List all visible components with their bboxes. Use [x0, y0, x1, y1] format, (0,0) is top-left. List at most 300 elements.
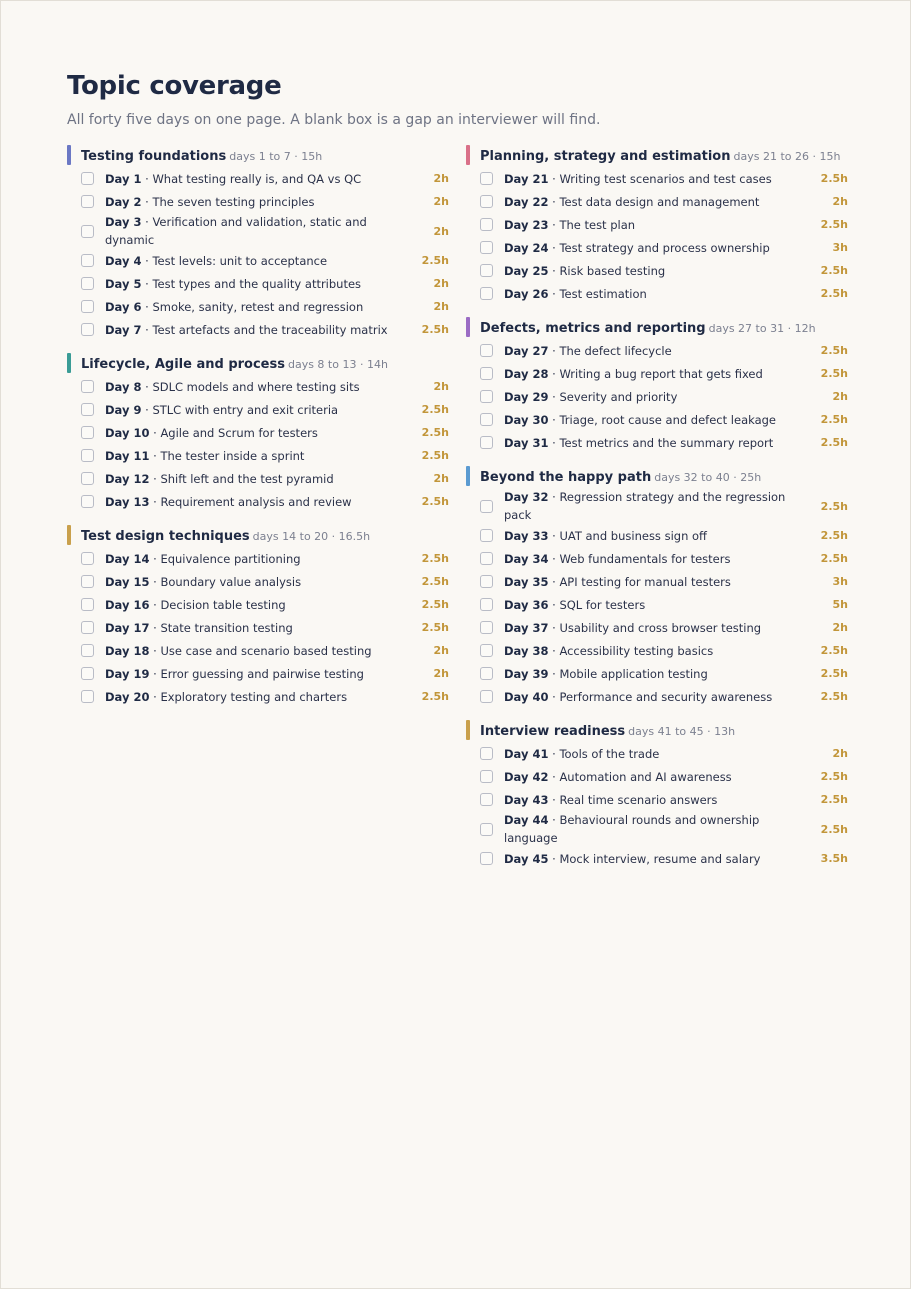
topic-separator: · [548, 240, 560, 255]
topic-title: SDLC models and where testing sits [152, 379, 360, 394]
topic-row [466, 385, 848, 408]
topic-text [504, 642, 814, 660]
section-meta: days 27 to 31 · 12h [708, 322, 816, 335]
topic-text [105, 275, 415, 293]
topic-row [466, 431, 848, 454]
topic-checkbox[interactable] [480, 529, 493, 542]
section-title: Lifecycle, Agile and process [81, 357, 285, 372]
section-meta: days 21 to 26 · 15h [733, 150, 841, 163]
topic-hours: 2h [832, 747, 848, 760]
topic-checkbox[interactable] [81, 449, 94, 462]
section-accent-bar [466, 466, 470, 486]
topic-checkbox[interactable] [81, 323, 94, 336]
topic-separator: · [548, 389, 560, 404]
topic-checkbox[interactable] [81, 598, 94, 611]
topic-hours: 2.5h [820, 690, 848, 703]
topic-row [466, 570, 848, 593]
section-meta: days 14 to 20 · 16.5h [252, 530, 371, 543]
topic-row [67, 467, 449, 490]
topic-title: Real time scenario answers [559, 792, 718, 807]
topic-checkbox[interactable] [480, 823, 493, 836]
topic-day: Day 33 [504, 528, 549, 543]
topic-text [504, 550, 814, 568]
topic-checkbox[interactable] [480, 667, 493, 680]
topic-row [466, 547, 848, 570]
topic-title: UAT and business sign off [559, 528, 707, 543]
topic-day: Day 17 [105, 620, 150, 635]
topic-hours: 2.5h [820, 367, 848, 380]
topic-row [466, 593, 848, 616]
topic-title: Test types and the quality attributes [152, 276, 362, 291]
topic-title: Regression strategy and the regression pack [504, 490, 786, 522]
topic-hours: 2h [433, 472, 449, 485]
topic-day: Day 31 [504, 435, 549, 450]
topic-checkbox[interactable] [81, 300, 94, 313]
topic-title: Writing test scenarios and test cases [559, 171, 772, 186]
topic-day: Day 32 [504, 490, 549, 504]
topic-hours: 2h [433, 644, 449, 657]
topic-day: Day 41 [504, 746, 549, 761]
topic-separator: · [548, 528, 560, 543]
section [466, 316, 848, 454]
section-accent-bar [466, 720, 470, 740]
section [67, 352, 449, 513]
topic-row [466, 811, 848, 847]
topic-text [504, 488, 814, 524]
topic-title: Decision table testing [160, 597, 286, 612]
topic-hours: 2.5h [820, 822, 848, 836]
topic-separator: · [141, 215, 153, 229]
section-header [466, 144, 848, 166]
topic-separator: · [141, 299, 153, 314]
topic-hours: 2.5h [421, 552, 449, 565]
topic-title: What testing really is, and QA vs QC [152, 171, 362, 186]
section-title: Beyond the happy path [480, 470, 652, 485]
section-header [466, 719, 848, 741]
topic-text [504, 193, 814, 211]
topic-checkbox[interactable] [81, 690, 94, 703]
topic-separator: · [141, 402, 153, 417]
topic-row [466, 742, 848, 765]
topic-day: Day 15 [105, 574, 150, 589]
topic-checkbox[interactable] [81, 195, 94, 208]
topic-row [466, 213, 848, 236]
topic-day: Day 35 [504, 574, 549, 589]
topic-title: The tester inside a sprint [160, 448, 305, 463]
topic-title: Automation and AI awareness [559, 769, 732, 784]
topic-separator: · [548, 746, 560, 761]
topic-separator: · [141, 379, 153, 394]
topic-title: STLC with entry and exit criteria [152, 402, 339, 417]
topic-separator: · [548, 490, 560, 504]
topic-day: Day 40 [504, 689, 549, 704]
topic-row [466, 339, 848, 362]
topic-text [504, 688, 814, 706]
topic-text [105, 193, 415, 211]
topic-separator: · [149, 643, 161, 658]
topic-separator: · [149, 448, 161, 463]
topic-hours: 2.5h [421, 403, 449, 416]
topic-checkbox[interactable] [480, 500, 493, 513]
topic-separator: · [548, 435, 560, 450]
topic-separator: · [548, 366, 560, 381]
topic-checkbox[interactable] [81, 403, 94, 416]
topic-separator: · [149, 689, 161, 704]
topic-checkbox[interactable] [480, 436, 493, 449]
topic-text [504, 596, 814, 614]
topic-separator: · [548, 343, 560, 358]
topic-separator: · [141, 171, 153, 186]
topic-day: Day 30 [504, 412, 549, 427]
topic-row [67, 593, 449, 616]
section-accent-bar [466, 145, 470, 165]
topic-day: Day 28 [504, 366, 549, 381]
topic-title: Test estimation [559, 286, 647, 301]
topic-title: Test strategy and process ownership [559, 240, 770, 255]
topic-title: Smoke, sanity, retest and regression [152, 299, 364, 314]
topic-checkbox[interactable] [81, 472, 94, 485]
topic-checkbox[interactable] [480, 598, 493, 611]
topic-text [504, 170, 814, 188]
topic-separator: · [548, 217, 560, 232]
topic-title: Test artefacts and the traceability matrix [152, 322, 388, 337]
topic-checkbox[interactable] [480, 575, 493, 588]
topic-text [504, 285, 814, 303]
topic-separator: · [149, 551, 161, 566]
section [67, 524, 449, 708]
section-title: Interview readiness [480, 724, 626, 739]
topic-hours: 2h [433, 195, 449, 208]
topic-separator: · [548, 551, 560, 566]
topic-hours: 2.5h [421, 323, 449, 336]
topic-text [105, 596, 415, 614]
topic-separator: · [141, 276, 153, 291]
topic-day: Day 18 [105, 643, 150, 658]
topic-checkbox[interactable] [81, 225, 94, 238]
topic-separator: · [548, 574, 560, 589]
topic-row [466, 847, 848, 870]
topic-checkbox[interactable] [480, 552, 493, 565]
topic-hours: 2.5h [820, 436, 848, 449]
topic-row [67, 272, 449, 295]
topic-row [67, 398, 449, 421]
topic-row [67, 639, 449, 662]
topic-checkbox[interactable] [81, 621, 94, 634]
section [67, 144, 449, 341]
topic-row [466, 662, 848, 685]
topic-hours: 2.5h [421, 495, 449, 508]
topic-checkbox[interactable] [480, 287, 493, 300]
topic-title: Exploratory testing and charters [160, 689, 348, 704]
topic-checkbox[interactable] [480, 793, 493, 806]
topic-day: Day 16 [105, 597, 150, 612]
topic-title: Writing a bug report that gets fixed [559, 366, 763, 381]
topic-day: Day 12 [105, 471, 150, 486]
topic-day: Day 22 [504, 194, 549, 209]
topic-row [67, 295, 449, 318]
topic-row [466, 488, 848, 524]
topic-day: Day 39 [504, 666, 549, 681]
topic-day: Day 13 [105, 494, 150, 509]
topic-hours: 2.5h [820, 529, 848, 542]
topic-title: Equivalence partitioning [160, 551, 301, 566]
topic-day: Day 45 [504, 851, 549, 866]
topic-title: Test metrics and the summary report [559, 435, 774, 450]
topic-checkbox[interactable] [480, 264, 493, 277]
section-header [466, 316, 848, 338]
topic-separator: · [548, 643, 560, 658]
topic-title: Mobile application testing [559, 666, 708, 681]
topic-separator: · [149, 471, 161, 486]
topic-separator: · [548, 194, 560, 209]
topic-separator: · [141, 194, 153, 209]
topic-text [504, 216, 814, 234]
section-meta: days 1 to 7 · 15h [229, 150, 323, 163]
topic-hours: 2.5h [421, 449, 449, 462]
topic-checkbox[interactable] [81, 172, 94, 185]
topic-hours: 2.5h [820, 770, 848, 783]
topic-title: Accessibility testing basics [559, 643, 714, 658]
topic-day: Day 10 [105, 425, 150, 440]
topic-day: Day 29 [504, 389, 549, 404]
section-header [67, 352, 449, 374]
section-accent-bar [67, 525, 71, 545]
section [466, 465, 848, 708]
topic-separator: · [548, 666, 560, 681]
topic-text [105, 550, 415, 568]
topic-checkbox[interactable] [81, 552, 94, 565]
topic-hours: 2.5h [820, 644, 848, 657]
topic-day: Day 21 [504, 171, 549, 186]
topic-title: Risk based testing [559, 263, 666, 278]
topic-day: Day 38 [504, 643, 549, 658]
topic-day: Day 9 [105, 402, 142, 417]
topic-text [105, 213, 415, 249]
topic-day: Day 3 [105, 215, 142, 229]
topic-hours: 2h [433, 300, 449, 313]
topic-title: Severity and priority [559, 389, 678, 404]
topic-title: Use case and scenario based testing [160, 643, 372, 658]
section-accent-bar [466, 317, 470, 337]
topic-checkbox[interactable] [480, 218, 493, 231]
topic-day: Day 8 [105, 379, 142, 394]
topic-day: Day 26 [504, 286, 549, 301]
topic-separator: · [548, 769, 560, 784]
topic-title: API testing for manual testers [559, 574, 731, 589]
section-accent-bar [67, 353, 71, 373]
topic-day: Day 4 [105, 253, 142, 268]
topic-separator: · [548, 263, 560, 278]
topic-day: Day 25 [504, 263, 549, 278]
topic-text [504, 434, 814, 452]
topic-checkbox[interactable] [480, 344, 493, 357]
topic-title: Agile and Scrum for testers [160, 425, 318, 440]
topic-row [67, 167, 449, 190]
topic-hours: 2.5h [820, 499, 848, 513]
topic-text [105, 401, 415, 419]
topic-text [105, 619, 415, 637]
topic-checkbox[interactable] [480, 241, 493, 254]
topic-text [504, 811, 814, 847]
topic-checkbox[interactable] [480, 747, 493, 760]
topic-text [105, 170, 415, 188]
topic-row [67, 375, 449, 398]
topic-text [105, 665, 415, 683]
topic-hours: 2.5h [820, 264, 848, 277]
topic-day: Day 27 [504, 343, 549, 358]
topic-text [105, 378, 415, 396]
topic-day: Day 11 [105, 448, 150, 463]
topic-hours: 2h [832, 195, 848, 208]
topic-text [105, 493, 415, 511]
topic-hours: 3h [832, 241, 848, 254]
topic-separator: · [548, 620, 560, 635]
section [466, 719, 848, 870]
topic-hours: 2.5h [820, 287, 848, 300]
topic-separator: · [548, 689, 560, 704]
topic-row [466, 259, 848, 282]
topic-title: Mock interview, resume and salary [559, 851, 761, 866]
topic-row [466, 362, 848, 385]
topic-title: Usability and cross browser testing [559, 620, 762, 635]
topic-title: Triage, root cause and defect leakage [559, 412, 776, 427]
topic-row [466, 408, 848, 431]
topic-checkbox[interactable] [480, 367, 493, 380]
topic-hours: 2.5h [421, 598, 449, 611]
topic-row [67, 685, 449, 708]
topic-checkbox[interactable] [480, 172, 493, 185]
topic-row [466, 190, 848, 213]
section-title: Planning, strategy and estimation [480, 149, 731, 164]
topic-day: Day 7 [105, 322, 142, 337]
section-meta: days 8 to 13 · 14h [287, 358, 388, 371]
topic-text [504, 388, 814, 406]
topic-hours: 2.5h [421, 621, 449, 634]
topic-checkbox[interactable] [81, 667, 94, 680]
topic-text [105, 298, 415, 316]
topic-day: Day 37 [504, 620, 549, 635]
topic-day: Day 43 [504, 792, 549, 807]
topic-text [105, 447, 415, 465]
topic-hours: 2h [433, 224, 449, 238]
topic-row [67, 190, 449, 213]
section-accent-bar [67, 145, 71, 165]
topic-title: The defect lifecycle [559, 343, 672, 358]
section-meta: days 32 to 40 · 25h [654, 471, 762, 484]
topic-checkbox[interactable] [81, 575, 94, 588]
topic-checkbox[interactable] [81, 277, 94, 290]
topic-row [67, 444, 449, 467]
section-title: Testing foundations [81, 149, 227, 164]
section-header [67, 144, 449, 166]
topic-row [67, 249, 449, 272]
topic-separator: · [548, 792, 560, 807]
topic-title: Web fundamentals for testers [559, 551, 731, 566]
topic-separator: · [548, 171, 560, 186]
topic-checkbox[interactable] [81, 495, 94, 508]
topic-checkbox[interactable] [480, 690, 493, 703]
topic-day: Day 19 [105, 666, 150, 681]
topic-text [105, 424, 415, 442]
topic-hours: 2.5h [820, 413, 848, 426]
topic-hours: 3h [832, 575, 848, 588]
topic-hours: 2.5h [421, 690, 449, 703]
topic-hours: 2h [433, 667, 449, 680]
topic-hours: 2.5h [421, 254, 449, 267]
topic-row [466, 765, 848, 788]
topic-text [105, 470, 415, 488]
topic-text [504, 527, 814, 545]
topic-row [67, 547, 449, 570]
topic-title: Requirement analysis and review [160, 494, 352, 509]
topic-row [466, 282, 848, 305]
topic-row [466, 639, 848, 662]
topic-hours: 2.5h [820, 172, 848, 185]
topic-checkbox[interactable] [81, 254, 94, 267]
topic-row [67, 213, 449, 249]
topic-checkbox[interactable] [81, 644, 94, 657]
topic-separator: · [149, 425, 161, 440]
topic-separator: · [149, 620, 161, 635]
topic-hours: 2.5h [820, 218, 848, 231]
topic-day: Day 23 [504, 217, 549, 232]
topic-day: Day 24 [504, 240, 549, 255]
topic-title: Verification and validation, static and dynamic [105, 215, 367, 247]
topic-checkbox[interactable] [480, 390, 493, 403]
topic-hours: 2.5h [820, 344, 848, 357]
section-meta: days 41 to 45 · 13h [628, 725, 736, 738]
topic-row [67, 490, 449, 513]
topic-checkbox[interactable] [480, 413, 493, 426]
topic-day: Day 2 [105, 194, 142, 209]
topic-checkbox[interactable] [480, 852, 493, 865]
topic-row [466, 788, 848, 811]
topic-text [105, 688, 415, 706]
topic-text [504, 411, 814, 429]
topic-hours: 2.5h [820, 793, 848, 806]
topic-title: SQL for testers [559, 597, 646, 612]
topic-separator: · [149, 494, 161, 509]
topic-row [466, 616, 848, 639]
topic-hours: 2h [433, 172, 449, 185]
topic-hours: 2.5h [820, 552, 848, 565]
topic-checkbox[interactable] [480, 195, 493, 208]
topic-hours: 2h [832, 621, 848, 634]
topic-separator: · [149, 574, 161, 589]
topic-hours: 2h [433, 277, 449, 290]
topic-checkbox[interactable] [480, 770, 493, 783]
topic-row [67, 421, 449, 444]
topic-checkbox[interactable] [480, 621, 493, 634]
topic-separator: · [548, 412, 560, 427]
topic-text [504, 768, 814, 786]
topic-checkbox[interactable] [81, 426, 94, 439]
topic-title: Tools of the trade [559, 746, 660, 761]
section-header [466, 465, 848, 487]
right-column [466, 144, 848, 881]
topic-separator: · [149, 597, 161, 612]
topic-text [504, 619, 814, 637]
page-subtitle: All forty five days on one page. A blank box is a gap an interviewer will find. [67, 112, 601, 128]
topic-row [67, 318, 449, 341]
topic-checkbox[interactable] [480, 644, 493, 657]
topic-text [504, 791, 814, 809]
topic-checkbox[interactable] [81, 380, 94, 393]
topic-text [105, 252, 415, 270]
topic-row [466, 236, 848, 259]
topic-hours: 2h [832, 390, 848, 403]
topic-text [504, 342, 814, 360]
